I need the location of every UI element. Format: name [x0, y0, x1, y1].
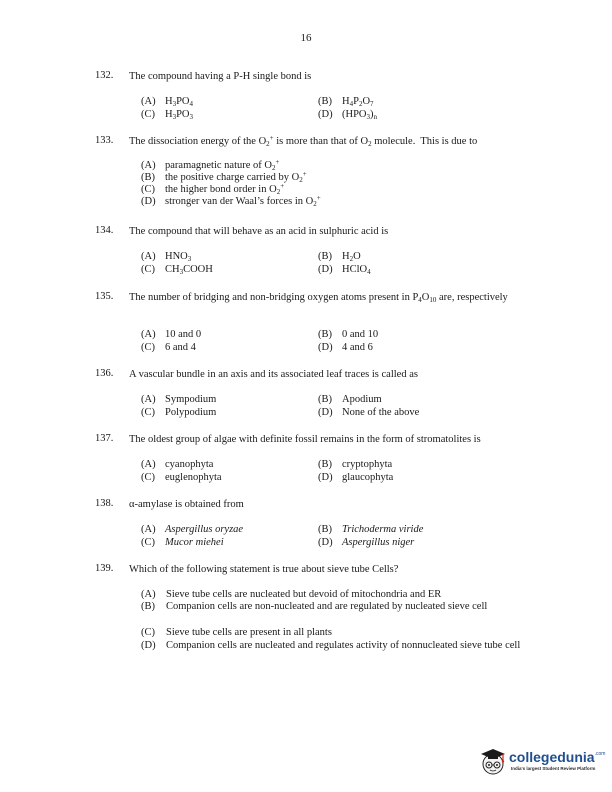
option-c: (C) the higher bond order in $O_2^+$ — [141, 182, 285, 196]
option-a: (A) $HNO_3$ — [141, 251, 192, 263]
option-d: (D) Companion cells are nucleated and regulates activity of nonnucleated sieve tube cell — [141, 640, 521, 651]
question-text: The oldest group of algae with definite fossil remains in the form of stromatolites is — [129, 434, 481, 445]
option-c: (C) Polypodium — [141, 407, 217, 418]
question-text: The compound having a P-H single bond is — [129, 71, 312, 82]
option-c: (C) 6 and 4 — [141, 342, 196, 353]
option-c: (C) $H_3PO_3$ — [141, 109, 194, 121]
logo-tagline: India's largest Student Review Platform — [511, 766, 596, 771]
question-number: 135. — [95, 291, 114, 302]
question-number: 136. — [95, 368, 114, 379]
option-a: (A) $H_3PO_4$ — [141, 96, 194, 108]
option-d: (D) None of the above — [318, 407, 420, 418]
option-b: (B) 0 and 10 — [318, 329, 379, 340]
option-a: (A) paramagnetic nature of $O_2^+$ — [141, 158, 280, 172]
question-number: 133. — [95, 135, 114, 146]
logo-tld: .com — [594, 751, 606, 757]
graduate-mascot-icon — [478, 746, 508, 776]
option-b: (B) Companion cells are non-nucleated and are regulated by nucleated sieve cell — [141, 601, 488, 612]
option-a: (A) cyanophyta — [141, 459, 214, 470]
option-d: (D) $(HPO_3)_n$ — [318, 109, 378, 121]
question-text: Which of the following statement is true about sieve tube Cells? — [129, 564, 399, 575]
question-number: 139. — [95, 563, 114, 574]
option-a: (A) 10 and 0 — [141, 329, 202, 340]
question-number: 138. — [95, 498, 114, 509]
option-a: (A) Aspergillus oryzae — [141, 524, 244, 535]
option-d: (D) 4 and 6 — [318, 342, 373, 353]
option-d: (D) stronger van der Waal’s forces in $O_2^+$ — [141, 194, 321, 208]
option-c: (C) Mucor miehei — [141, 537, 224, 548]
option-c: (C) euglenophyta — [141, 472, 222, 483]
option-b: (B) $H_2O$ — [318, 251, 361, 263]
option-d: (D) glaucophyta — [318, 472, 394, 483]
option-d: (D) HClO$_4$ — [318, 264, 371, 276]
question-text: The compound that will behave as an acid in sulphuric acid is — [129, 226, 389, 237]
option-b: (B) the positive charge carried by $O_2^+$ — [141, 170, 307, 184]
question-text: The number of bridging and non-bridging oxygen atoms present in $P_4O_{10}$ are, respectively — [129, 292, 508, 304]
question-number: 134. — [95, 225, 114, 236]
page-number: 16 — [300, 32, 312, 44]
option-a: (A) Sieve tube cells are nucleated but devoid of mitochondria and ER — [141, 589, 442, 600]
collegedunia-logo — [478, 746, 606, 776]
option-b: (B) cryptophyta — [318, 459, 393, 470]
option-b: (B) Trichoderma viride — [318, 524, 424, 535]
logo-name: collegedunia — [509, 749, 595, 765]
option-d: (D) Aspergillus niger — [318, 537, 415, 548]
question-text: The dissociation energy of the $O_2^+$ is more than that of $O_2$ molecule. This is due to — [129, 134, 478, 148]
question-number: 132. — [95, 70, 114, 81]
option-b: (B) $H_4P_2O_7$ — [318, 96, 374, 108]
question-text: A vascular bundle in an axis and its associated leaf traces is called as — [129, 369, 418, 380]
option-b: (B) Apodium — [318, 394, 382, 405]
question-text: α-amylase is obtained from — [129, 499, 244, 510]
option-c: (C) Sieve tube cells are present in all plants — [141, 627, 332, 638]
option-c: (C) $CH_3COOH$ — [141, 264, 213, 276]
option-a: (A) Sympodium — [141, 394, 217, 405]
question-number: 137. — [95, 433, 114, 444]
